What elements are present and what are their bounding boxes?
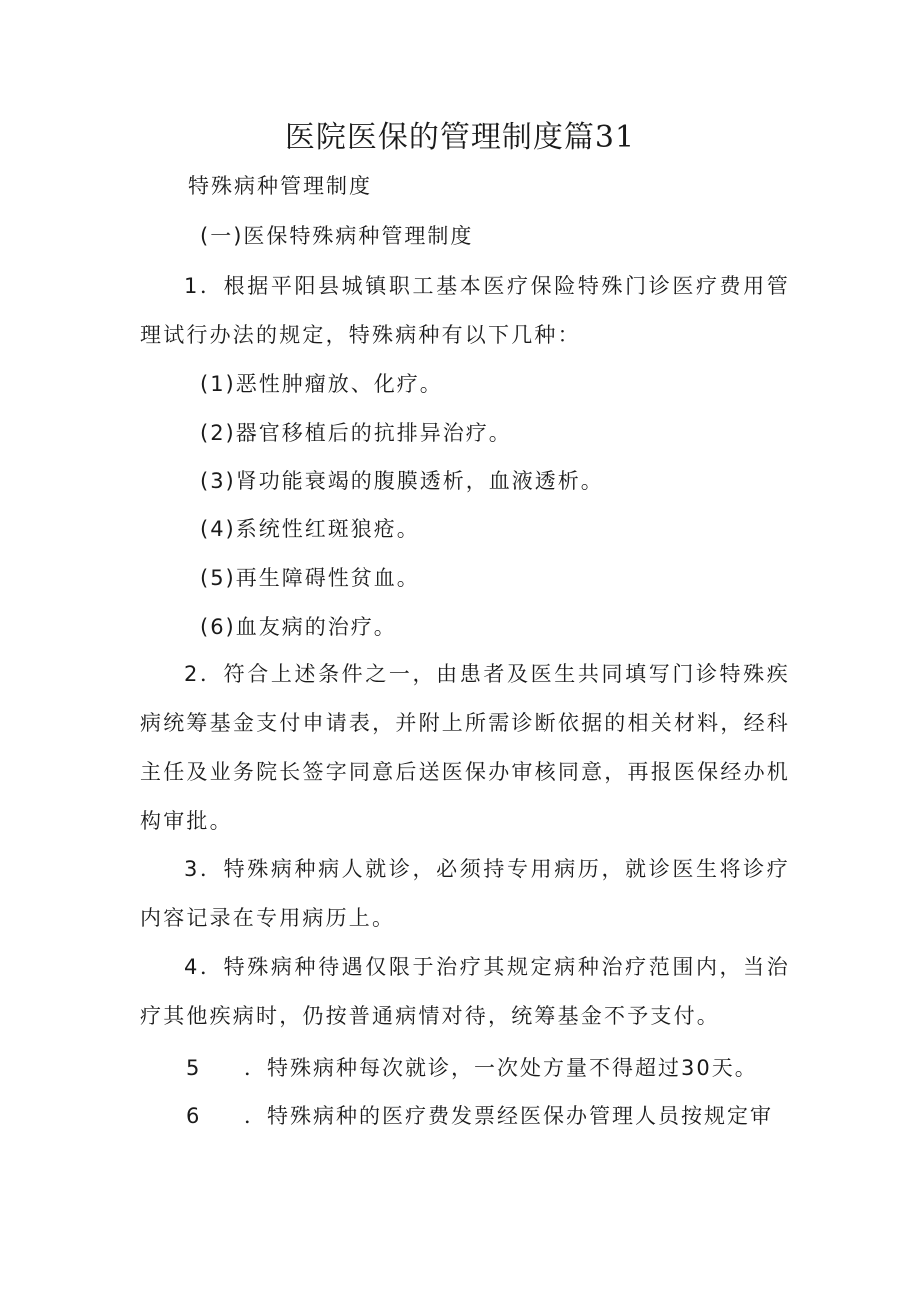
list-item: (6)血友病的治疗。	[200, 615, 397, 639]
item-6-number: 6	[186, 1104, 200, 1128]
paragraph-4: 4．特殊病种待遇仅限于治疗其规定病种治疗范围内，当治疗其他疾病时，仍按普通病情对待，统筹基金不予支付。	[140, 955, 790, 1028]
list-item: (3)肾功能衰竭的腹膜透析，血液透析。	[200, 469, 604, 493]
paragraph-2: 2．符合上述条件之一，由患者及医生共同填写门诊特殊疾病统筹基金支付申请表，并附上所需诊断依据的相关材料，经科主任及业务院长签字同意后送医保办审核同意，再报医保经办机构审批。	[140, 662, 790, 833]
list-item: (2)器官移植后的抗排异治疗。	[200, 421, 512, 445]
list-item: (5)再生障碍性贫血。	[200, 566, 420, 590]
list-item: (1)恶性肿瘤放、化疗。	[200, 372, 443, 396]
section-heading: 特殊病种管理制度	[188, 174, 372, 198]
subsection-heading: (一)医保特殊病种管理制度	[200, 224, 474, 248]
item-5-text: ．特殊病种每次就诊，一次处方量不得超过30天。	[244, 1056, 758, 1080]
paragraph-1: 1．根据平阳县城镇职工基本医疗保险特殊门诊医疗费用管理试行办法的规定，特殊病种有以下几种：	[140, 274, 790, 347]
item-6-text: ．特殊病种的医疗费发票经医保办管理人员按规定审	[244, 1104, 773, 1128]
item-5-number: 5	[186, 1056, 200, 1080]
paragraph-3: 3．特殊病种病人就诊，必须持专用病历，就诊医生将诊疗内容记录在专用病历上。	[140, 857, 790, 930]
document-title: 医院医保的管理制度篇31	[284, 120, 636, 155]
list-item: (4)系统性红斑狼疮。	[200, 517, 420, 541]
